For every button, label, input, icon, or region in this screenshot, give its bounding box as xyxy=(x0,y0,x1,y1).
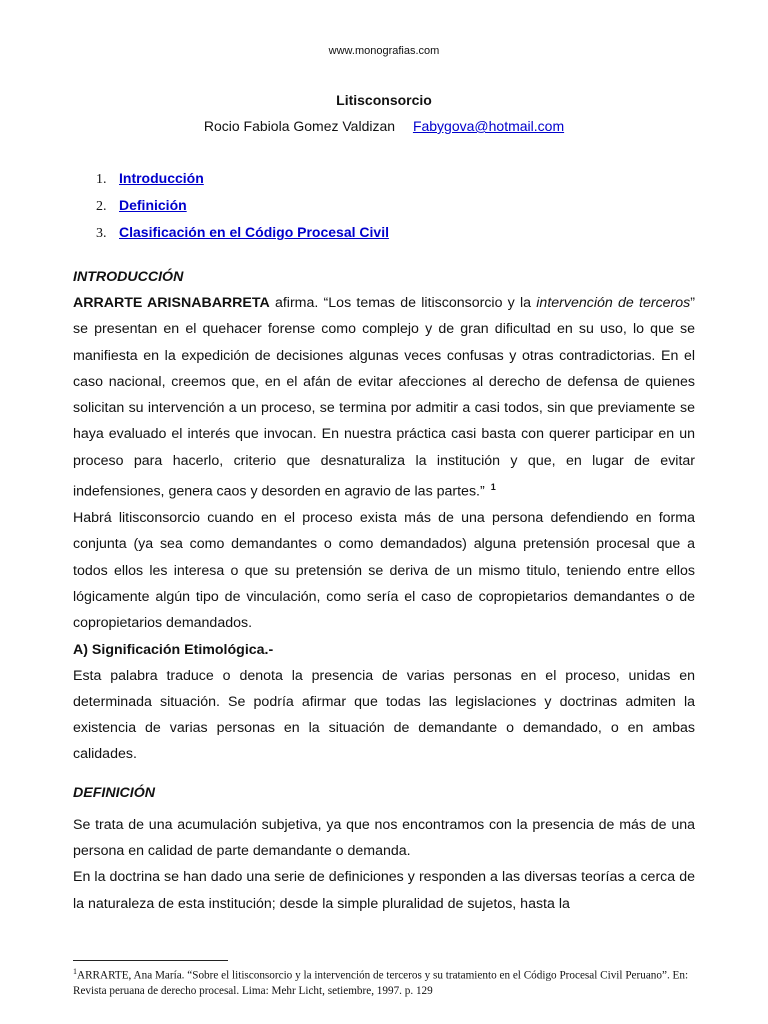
lead-author: ARRARTE ARISNABARRETA xyxy=(73,295,270,311)
author-line xyxy=(0,118,768,134)
footnote-reference[interactable]: 1 xyxy=(490,482,496,493)
toc-number: 3. xyxy=(96,226,107,241)
etimologia-paragraph: Esta palabra traduce o denota la presencia de varias personas en el proceso, unidas en determinada situación. Se podría afirmar que todas las legislaciones y doctrinas admiten la existencia de varias personas en la situación de demandante o demandado, o en ambas calidades. xyxy=(73,667,695,763)
toc-number: 2. xyxy=(96,199,107,214)
toc-link-definicion[interactable]: Definición xyxy=(119,197,187,213)
footnote xyxy=(73,964,695,999)
section-heading-introduccion: INTRODUCCIÓN xyxy=(73,269,184,285)
site-url: www.monografias.com xyxy=(328,45,440,57)
toc-link-clasificacion[interactable]: Clasificación en el Código Procesal Civil xyxy=(119,224,389,240)
toc-number: 1. xyxy=(96,172,107,187)
intro-text-a: afirma. “Los temas de litisconsorcio y la xyxy=(269,295,537,311)
intro-italic: intervención de terceros xyxy=(536,295,691,311)
definicion-paragraph-2: En la doctrina se han dado una serie de definiciones y responden a las diversas teorías a cerca de la naturaleza de esta institución; desde la simple pluralidad de sujetos, hasta la xyxy=(73,869,695,912)
table-of-contents xyxy=(96,170,389,251)
section-heading-definicion: DEFINICIÓN xyxy=(73,784,155,801)
document-title: Litisconsorcio xyxy=(336,92,432,108)
footnote-divider xyxy=(73,960,228,961)
toc-link-introduccion[interactable]: Introducción xyxy=(119,170,204,186)
document-body xyxy=(73,264,695,917)
footnote-text: ARRARTE, Ana María. “Sobre el litisconsorcio y la intervención de terceros y su tratamiento en el Código Procesal Civil Peruano”. En: Revista peruana de derecho procesal. Lima: Mehr Licht, setiembre, 1997. p. 129 xyxy=(73,969,689,997)
definicion-paragraph-1: Se trata de una acumulación subjetiva, ya que nos encontramos con la presencia de más de una persona en calidad de parte demandante o demanda. xyxy=(73,816,695,860)
author-name: Rocio Fabiola Gomez Valdizan xyxy=(203,118,396,134)
toc-item xyxy=(96,224,389,251)
intro-paragraph xyxy=(73,290,695,505)
intro-text-b: ” se presentan en el quehacer forense como complejo y de gran dificultad en su uso, lo que se manifiesta en la expedición de decisiones algunas veces confusas y otras contradictorias. En el caso nacional, creemos que, en el afán de evitar afecciones al derecho de defensa de quienes solicitan su intervención a un proceso, se termina por admitir a casi todos, sin que previamente se haya evaluado el interés que invocan. En nuestra práctica casi basta con querer participar en un proceso para hacerlo, criterio que desnaturaliza la institución y que, en lugar de evitar indefensiones, genera caos y desorden en agravio de las partes.” xyxy=(73,295,695,500)
spacer xyxy=(73,768,695,780)
subheading-etimologica: A) Significación Etimológica.- xyxy=(73,641,274,658)
toc-item xyxy=(96,170,389,197)
toc-item xyxy=(96,197,389,224)
footnote-number: 1 xyxy=(73,967,77,976)
intro-paragraph-2: Habrá litisconsorcio cuando en el proceso exista más de una persona defendiendo en forma conjunta (ya sea como demandantes o como demandados) alguna pretensión procesal que a todos ellos les interesa o que su pretensión se deriva de un mismo titulo, teniendo entre ellos lógicamente algún tipo de vinculación, como sería el caso de copropietarios demandantes o de copropietarios demandados. xyxy=(73,510,695,632)
author-email-link[interactable]: Fabygova@hotmail.com xyxy=(412,118,565,134)
